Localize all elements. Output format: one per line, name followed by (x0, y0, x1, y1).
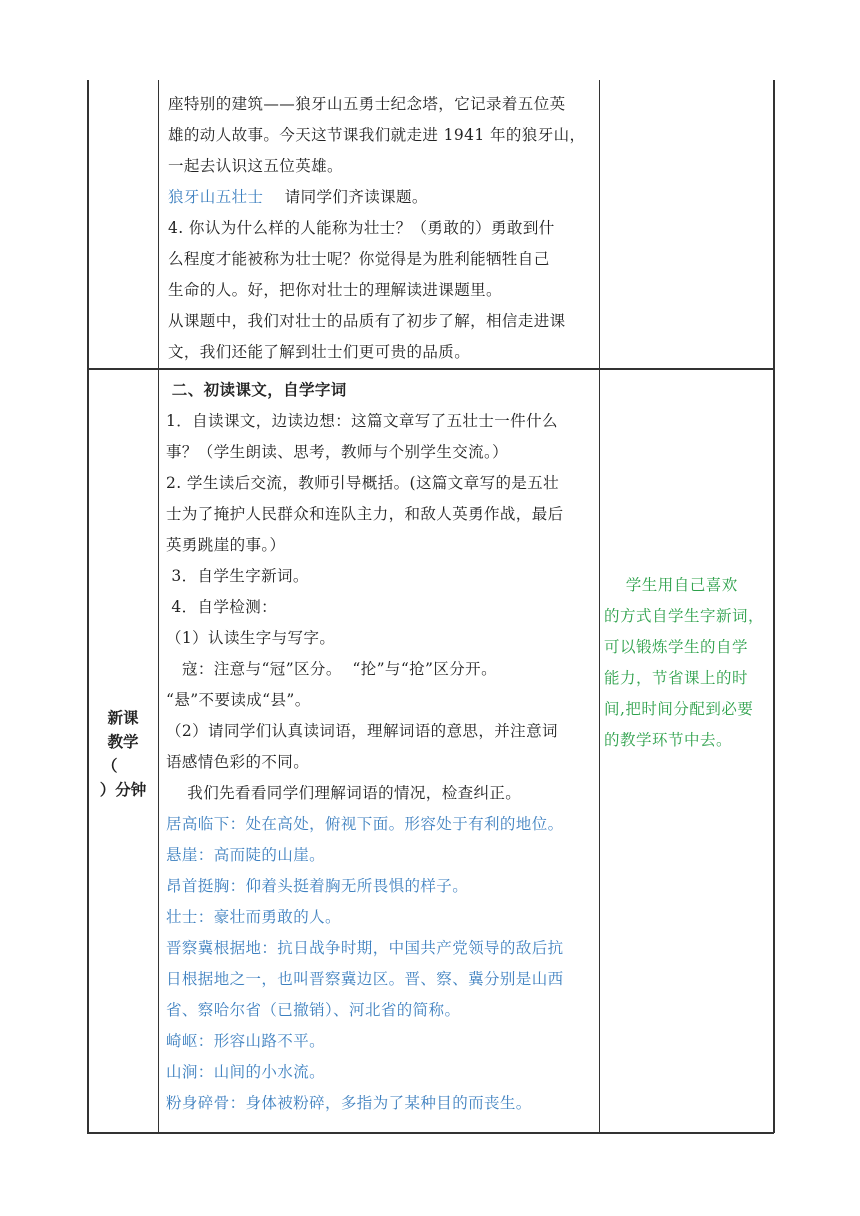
line-text: 2. 学生读后交流，教师引导概括。(这篇文章写的是五壮 (166, 474, 560, 492)
text-line (168, 156, 343, 176)
line-text: 一起去认识这五位英雄。 (168, 157, 343, 175)
line-text: 英勇跳崖的事。） (166, 536, 286, 554)
text-line (166, 721, 558, 741)
text-line (166, 1000, 460, 1020)
line-text: 粉身碎骨：身体被粉碎，多指为了某种目的而丧生。 (166, 1094, 532, 1112)
text-line (166, 504, 564, 524)
line-text: 3．自学生字新词。 (166, 567, 309, 585)
line-text: 我们先看看同学们理解词语的情况，检查纠正。 (166, 784, 522, 802)
note-line: 的方式自学生字新词， (604, 607, 765, 625)
text-line (168, 249, 550, 269)
label-line: ）分钟 (99, 780, 147, 799)
text-line (166, 566, 309, 586)
line-text: 4．自学检测： (166, 598, 277, 616)
line-text: 雄的动人故事。今天这节课我们就走进 1941 年的狼牙山， (168, 126, 586, 144)
text-line (166, 380, 347, 400)
line-text: “悬”不要读成“县”。 (166, 691, 311, 709)
text-line (166, 442, 508, 462)
text-line (166, 876, 468, 896)
line-text: 座特别的建筑——狼牙山五勇士纪念塔，它记录着五位英 (168, 95, 566, 113)
line-text: 二、初读课文，自学字词 (166, 380, 347, 399)
table-border-bottom (87, 1132, 774, 1134)
text-line (166, 752, 309, 772)
line-text: 山涧：山间的小水流。 (166, 1063, 326, 1081)
line-text: 壮士：豪壮而勇敢的人。 (166, 908, 341, 926)
line-text: 事？（学生朗读、思考，教师与个别学生交流。） (166, 443, 509, 461)
text-line (166, 473, 559, 493)
section-label (88, 706, 158, 802)
line-text: 悬崖：高而陡的山崖。 (166, 846, 326, 864)
text-line (166, 1093, 532, 1113)
text-line (166, 783, 521, 803)
text-line (168, 187, 428, 207)
text-line (166, 597, 277, 617)
text-line (166, 659, 497, 679)
line-text: 狼牙山五壮士 (168, 188, 264, 206)
line-text: 省、察哈尔省（已撤销）、河北省的简称。 (166, 1001, 461, 1019)
text-line (166, 938, 564, 958)
note-line: 学生用自己喜欢 (604, 576, 738, 594)
line-text: 么程度才能被称为壮士呢？你觉得是为胜利能牺牲自己 (168, 250, 550, 268)
table-divider-2 (599, 80, 600, 1133)
line-text: 崎岖：形容山路不平。 (166, 1032, 326, 1050)
text-line (168, 311, 566, 331)
line-text: 从课题中，我们对壮士的品质有了初步了解，相信走进课 (168, 312, 566, 330)
line-text: （1）认读生字与写字。 (166, 629, 336, 647)
note-line: 可以锻炼学生的自学 (604, 638, 749, 656)
line-text: 4. 你认为什么样的人能称为壮士？（勇敢的）勇敢到什 (168, 219, 555, 237)
line-text: 晋察冀根据地：抗日战争时期，中国共产党领导的敌后抗 (166, 939, 564, 957)
line-text: 日根据地之一，也叫晋察冀边区。晋、察、冀分别是山西 (166, 970, 564, 988)
text-line (166, 411, 558, 431)
text-line (166, 628, 335, 648)
line-text: 寇：注意与“冠”区分。 “抡”与“抢”区分开。 (166, 660, 497, 678)
line-text: 生命的人。好，把你对壮士的理解读进课题里。 (168, 281, 502, 299)
table-divider-1 (158, 80, 159, 1133)
text-line (168, 94, 566, 114)
note-line: 间,把时间分配到必要 (604, 700, 754, 718)
text-line (168, 342, 470, 362)
label-line: 新课 (107, 708, 139, 727)
table-border-left (87, 80, 89, 1133)
line-text: 居高临下：处在高处，俯视下面。形容处于有利的地位。 (166, 815, 564, 833)
row-divider (87, 368, 774, 370)
text-line (166, 814, 564, 834)
line-text: 文，我们还能了解到壮士们更可贵的品质。 (168, 343, 471, 361)
text-line (166, 690, 311, 710)
line-suffix: 请同学们齐读课题。 (263, 188, 428, 206)
line-text: 1．自读课文，边读边想：这篇文章写了五壮士一件什么 (166, 412, 558, 430)
text-line (168, 280, 502, 300)
text-line (166, 1031, 325, 1051)
line-text: 士为了掩护人民群众和连队主力，和敌人英勇作战，最后 (166, 505, 564, 523)
teaching-note (604, 570, 774, 756)
text-line (168, 125, 585, 145)
line-text: 语感情色彩的不同。 (166, 753, 310, 771)
text-line (168, 218, 555, 238)
label-line: 教学 (107, 732, 139, 751)
text-line (166, 845, 325, 865)
note-line: 能力，节省课上的时 (604, 669, 749, 687)
text-line (166, 907, 341, 927)
text-line (166, 969, 564, 989)
text-line (166, 1062, 325, 1082)
text-line (166, 535, 285, 555)
line-text: 昂首挺胸：仰着头挺着胸无所畏惧的样子。 (166, 877, 469, 895)
note-line: 的教学环节中去。 (604, 731, 733, 749)
label-line: （ (102, 756, 118, 775)
line-text: （2）请同学们认真读词语，理解词语的意思，并注意词 (166, 722, 558, 740)
